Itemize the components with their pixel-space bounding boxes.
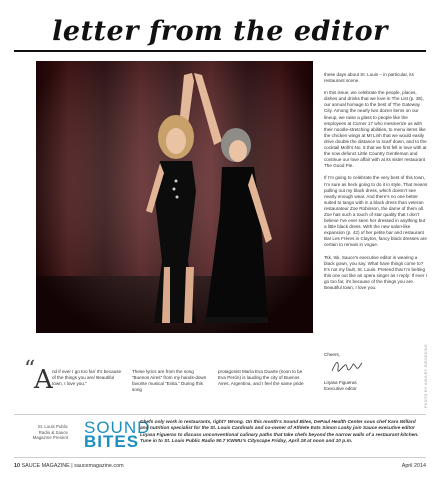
footer-divider [14, 457, 426, 458]
promo-divider [14, 414, 426, 415]
masthead-rule [14, 50, 426, 52]
handwritten-signature [330, 357, 364, 382]
body-paragraph: If I’m going to celebrate the very best of this town, I’m sure as heck going to do it in style. That means pulling out my black dress, which doesn’t see nearly enough wear. And there’s no one better suited to tango with in a black dress than veteran restaurateur Zoe Robinson, the dame of them all. Zoe has such a touch of star quality that I don’t believe I’ve ever seen her dressed in anything but a little black dress. With the new salon-like expansion (p. 42) of her petite bar and restaurant Bar Les Frères in Clayton, fancy black dresses are certain to remain in vogue. [324, 175, 428, 248]
quote-mark: “ [24, 357, 36, 382]
body-paragraph: In this issue, we celebrate the people, places, dishes and drinks that we love in The List (p. 38), our annual homage to the best of The Gateway City. Among the nearly two dozen items on our lineup, we raise a glass to people like the employees at Corner 17 who mesmerize us with their noodle-stretching abilities, to menu items like the chicken wings at MI Linh that we would easily drive double the distance to scarf down, and to the cocktail Molli’s No. 5 that we first fell in love with at the now defunct Little Country Gentleman and continue our love affair with at its sister restaurant The Good Pie. [324, 90, 427, 169]
page-number: 10 [14, 463, 20, 469]
editorial-body [324, 72, 428, 297]
photo-credit: PHOTO BY ASHLEY GIESEKING [424, 343, 428, 408]
editor-title: Executive editor [324, 386, 357, 391]
intro-column-2: These lyrics are from the song “Buenos Aires” from my hands-down favorite musical “Evita.” During this song [132, 369, 207, 393]
body-paragraph: these days about St. Louis – in particular, its restaurant scene. [324, 72, 414, 84]
issue-date: April 2014 [401, 463, 426, 469]
intro-column-1: nd if ever I go too far/ It’s because of the things you are/ Beautiful town, I love you.” [52, 369, 122, 387]
editor-photo [36, 61, 313, 333]
website-link[interactable]: saucemagazine.com [74, 463, 124, 469]
promo-presenters: St. Louis Public Radio & Sauce Magazine Present [32, 424, 68, 440]
drop-cap: A [34, 365, 53, 395]
intro-column-3: protagonist María Eva Duarte (soon to be Eva Perón) is lauding the city of Buenos Aires, Argentina, and I feel the same pride [218, 369, 304, 387]
body-paragraph: Tsk, tsk, Sauce’s executive editor is wearing a black gown, you say. What have things come to? It’s not my fault, St. Louis. Pretend that I’m belting this one out like an opera singer as I reply: If ever I go too far, it’s because of the things you are. Beautiful town, I love you. [324, 254, 427, 290]
dancing-women-illustration [36, 61, 313, 333]
editor-name: Liŋasa Figueras [324, 380, 357, 385]
promo-description: Chefs only work in restaurants, right? Wrong. On this month’s Sound Bites, DePaul Health Center sous chef Kara Willard and nutrition specialist for the St. Louis Cardinals and co-owner of Athlete Eats Simon Lasky join Sauce executive editor Liŋasa Figueras to discuss unconventional culinary paths that take chefs beyond the narrow walls of a restaurant kitchen. Tune in to St. Louis Public Radio 90.7 KWMU’s Cityscape Friday, April 18 at noon and 10 p.m. [140, 420, 419, 445]
sound-bites-logo-bites: BITES [84, 432, 140, 451]
page-title: letter from the editor [52, 16, 388, 47]
sound-bites-logo-sound: SOUND [84, 418, 151, 437]
footer-separator: | [71, 463, 73, 469]
footer-left [14, 462, 124, 470]
magazine-name: SAUCE MAGAZINE [21, 463, 70, 469]
sign-off: Cheers, [324, 352, 341, 357]
